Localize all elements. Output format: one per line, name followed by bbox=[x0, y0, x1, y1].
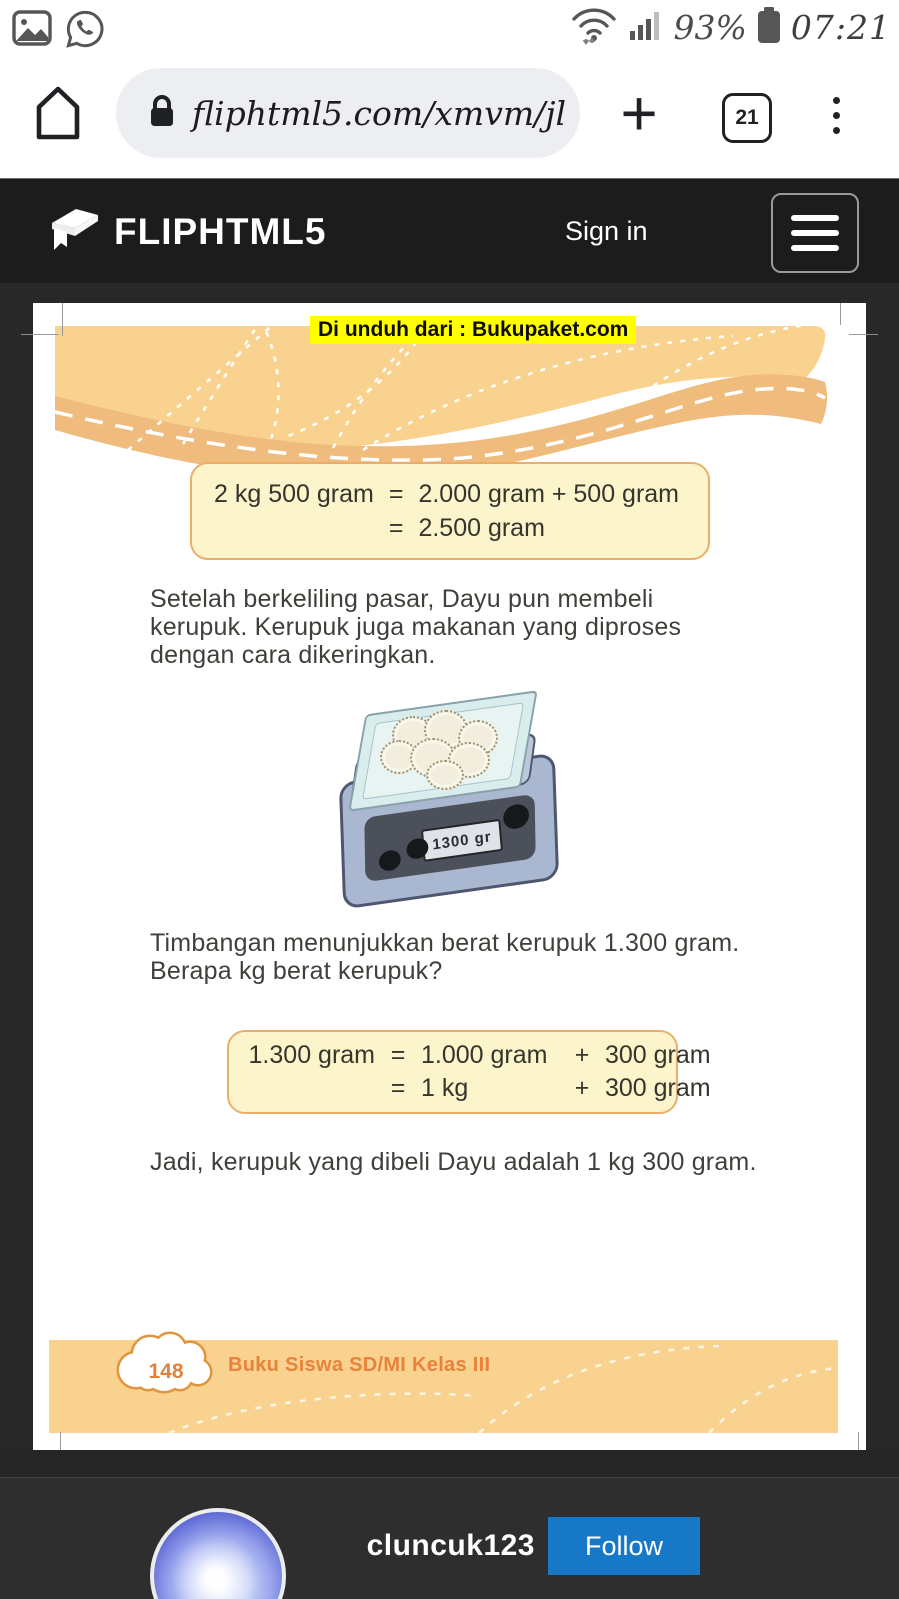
eq2-r1-c1: 1.300 gram bbox=[248, 1041, 375, 1069]
follow-button[interactable]: Follow bbox=[548, 1517, 700, 1575]
status-time: 07:21 bbox=[790, 8, 891, 47]
eq1-r2-right: 2.500 gram bbox=[418, 514, 545, 542]
eq2-r2-c3: 1 kg bbox=[421, 1074, 469, 1102]
eq2-r1-c2: = bbox=[390, 1041, 406, 1069]
equation-box-2 bbox=[227, 1030, 711, 1114]
scale-display: 1300 gr bbox=[421, 819, 503, 862]
uploader-username[interactable]: cluncuk123 bbox=[366, 1529, 535, 1562]
crop-mark bbox=[62, 303, 63, 336]
eq2-r1-c5: 300 gram bbox=[605, 1041, 711, 1069]
crop-mark bbox=[33, 334, 59, 335]
home-button[interactable] bbox=[28, 81, 88, 143]
eq2-r2-c4: + bbox=[574, 1074, 590, 1102]
crop-mark bbox=[849, 334, 866, 335]
eq2-r1-c3: 1.000 gram bbox=[421, 1041, 548, 1069]
sign-in-button[interactable]: Sign in bbox=[565, 216, 648, 246]
eq1-r2-equals: = bbox=[388, 514, 404, 542]
eq2-r2-c1 bbox=[245, 1072, 375, 1105]
lock-icon bbox=[148, 93, 176, 134]
kitchen-scale-illustration bbox=[322, 698, 572, 898]
tab-switcher-button[interactable] bbox=[722, 93, 772, 143]
cell-signal-icon bbox=[629, 8, 665, 47]
book-title: Buku Siswa SD/MI Kelas III bbox=[228, 1354, 491, 1376]
site-header bbox=[0, 178, 899, 284]
battery-icon bbox=[756, 5, 782, 50]
browser-toolbar bbox=[0, 55, 899, 178]
equation-box-1 bbox=[190, 462, 710, 560]
crop-mark bbox=[60, 1432, 61, 1450]
watermark-text: Di unduh dari : Bukupaket.com bbox=[310, 316, 636, 344]
whatsapp-notification-icon bbox=[64, 8, 106, 55]
url-bar[interactable] bbox=[116, 68, 580, 158]
eq1-r2-left bbox=[214, 511, 374, 545]
eq2-r2-c5: 300 gram bbox=[605, 1074, 711, 1102]
page-number-cloud bbox=[106, 1330, 226, 1394]
eq1-r1-equals: = bbox=[388, 480, 404, 508]
new-tab-button[interactable]: + bbox=[620, 77, 658, 149]
page-number: 148 bbox=[148, 1360, 184, 1383]
status-bar bbox=[0, 0, 899, 55]
url-text: fliphtml5.com/xmvm/jl bbox=[192, 93, 567, 133]
crop-mark bbox=[866, 334, 878, 335]
eq2-r2-c2: = bbox=[390, 1074, 406, 1102]
conclusion-text: Jadi, kerupuk yang dibeli Dayu adalah 1 kg 300 gram. bbox=[150, 1148, 757, 1176]
gallery-notification-icon bbox=[12, 10, 52, 51]
hamburger-menu-button[interactable] bbox=[771, 193, 859, 273]
wifi-icon bbox=[568, 5, 620, 50]
brand-name: FLIPHTML5 bbox=[114, 211, 327, 252]
book-page[interactable] bbox=[33, 303, 866, 1450]
crop-mark bbox=[840, 303, 841, 325]
browser-menu-button[interactable] bbox=[826, 87, 846, 143]
fliphtml5-logo[interactable] bbox=[46, 199, 326, 265]
crop-mark bbox=[21, 334, 33, 335]
paragraph-1: Setelah berkeliling pasar, Dayu pun membeli kerupuk. Kerupuk juga makanan yang diproses dengan cara dikeringkan. bbox=[150, 585, 682, 669]
eq1-r1-left: 2 kg 500 gram bbox=[214, 480, 374, 508]
crop-mark bbox=[858, 1432, 859, 1450]
eq1-r1-right: 2.000 gram + 500 gram bbox=[418, 480, 680, 508]
battery-percent: 93% bbox=[673, 8, 747, 47]
eq2-r1-c4: + bbox=[574, 1041, 590, 1069]
paragraph-2: Timbangan menunjukkan berat kerupuk 1.300 gram. Berapa kg berat kerupuk? bbox=[150, 929, 740, 985]
tab-count: 21 bbox=[735, 106, 759, 129]
fliphtml5-book-icon bbox=[46, 202, 104, 263]
